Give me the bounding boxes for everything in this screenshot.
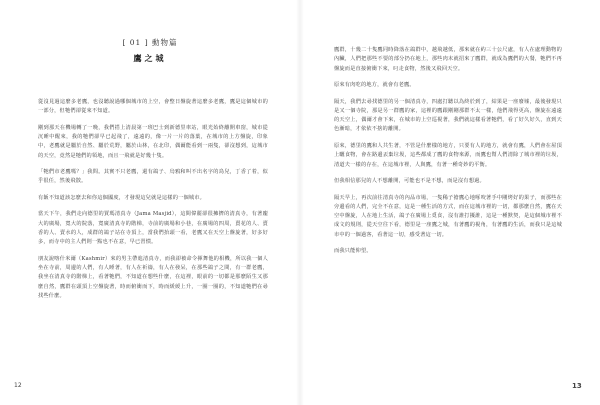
right-body-text [334, 46, 562, 264]
paragraph: 朋友說喀什米爾（Kashmir）來的男主帶進清真寺，而我卻被命令揮舞他的相機，所以我一個人坐在寺前，周邊的人們，有人睡著，有人在祈禱，有人在發呆，在那些鴿子之間，有一群老鷹，我坐在清真寺的階梯上，看著牠們，不知道在想些什麼，在這裡，眼前的一切都是那麼陌生又那麼自然，鷹群在頭頂上空盤旋著，時而俯衝而下，時而緩緩上升，一圈一圈的，不知道牠們在尋找些什麼。 [38, 255, 268, 299]
paragraph: 但我相信那兒的人不想離開，可能也不是不想，而是沒有想過。 [334, 178, 485, 185]
paragraph: 原來，德里的鷹和人共生著，不管是什麼樣的地方，只要有人的地方，就會有鷹，人們會在屋頂上曬食物，會在路邊丟棄垃圾，這些都成了鷹的食物來源，而鷹也幫人們清除了城市裡的垃圾，清道夫一樣的存在，在這城市裡，人與鷹，有著一種奇妙的平衡。 [334, 142, 562, 168]
paragraph: 隔天，我們去尋找德里的另一個清真寺，四處打聽以為終於到了，結果是一座廢墟，最後發現只是又一個寺院，那是另一群鷹的家，這裡的鷹跟剛剛那群不太一樣，他們飛得更高，盤旋在遠遠的天空上，偶爾才會下來，在城市的上空巡視著，我們就這樣看著牠們，看了好久好久，直到天色漸暗，才依依不捨的離開。 [334, 98, 562, 133]
paragraph: 有飯不知道該怎麼去和你這個國度，才發現這兒就是這樣的一個城市。 [38, 194, 206, 201]
page-number-right: 13 [572, 382, 582, 390]
book-gutter [296, 0, 304, 405]
paragraph: 而我只能仰望。 [334, 248, 372, 255]
page-number-left: 12 [14, 382, 22, 389]
paragraph: 從沒見過這麼多老鷹，也沒聽說過哪個城市的上空，會整日盤旋著這麼多老鷹，鷹是這個城市的一部分，但牠們卻從來不知道。 [38, 99, 268, 115]
paragraph: 剛到那天在機場轉了一晚，我們搭上清晨第一班巴士到新德里車站，眼光始終離開車窗，城市從沉睡中醒來，我的牠們卻早已起飛了，遠遠的，像一片一片的落葉，在城市的上方盤旋，印象中，老鷹就是屬於自然、屬於荒野，屬於山林，在北印，偶爾能看到一兩隻，卻沒想到，這城市的天空，竟然是牠們的領地，而且一飛就是好幾十隻。 [38, 124, 268, 159]
paragraph: 隔天早上，再次前往清真寺的內品市場，一隻稀子搶鷹心地啄咬著手中剛烤好的果子，而那些在旁邊看的人們，完全不在意，這是一種生活的方式，而在這城市裡的一切，都那麼自然，鷹在天空中盤旋，人在地上生活，鴿子在廣場上覓食，沒有誰打擾誰，這是一種默契，是這個城市裡不成文的規則，從天空往下看，德里是一座鷹之城，有著鷹的視角，有著鷹的生活，而我只是這城市中的一個過客，看著這一切，感受著這一切。 [334, 194, 562, 238]
chapter-title: 鷹之城 [133, 53, 167, 63]
paragraph: 鷹群，十幾二十隻鷹同時降落在鴿群中，越飛越低，那來就在約三十公尺處，有人在處理動物的內臟，人們把那些不要的部分扔在地上，那些肉末就招來了鷹群，就成為鷹們的大餐，牠們不再盤旋而是直接俯衝下來，叼走食物，然後又飛回天空。 [334, 47, 562, 72]
paragraph: 原來有肉吃的地方，就會有老鷹。 [334, 82, 415, 89]
paragraph: 「牠們市老鷹嗎？」我問。其實不只老鷹，還有鴿子、烏鴉和叫不出名字的鳥兒，丁香了着，似乎很任，然後飛散。 [38, 169, 268, 185]
paragraph: 當天下午，我們走向德里的賈瑪清真寺（Jama Masjid），這間偉麗卻很擁擠的清真寺，有著龐大的廣場，寬大的院落，寬廣清真寺的階梯，寺前的廣場和小巷，在廣場的四周，賣花的人、賣香的人、賣水的人，成群的鴿子站在寺頂上，當我們抬頭一看，老鷹又在天空上盤旋著，好多好多，而寺中的主人們則一點也不在意，早已習慣。 [38, 211, 268, 246]
left-body-text [38, 98, 268, 308]
chapter-label: [ 01 ] 動物篇 [122, 38, 178, 47]
